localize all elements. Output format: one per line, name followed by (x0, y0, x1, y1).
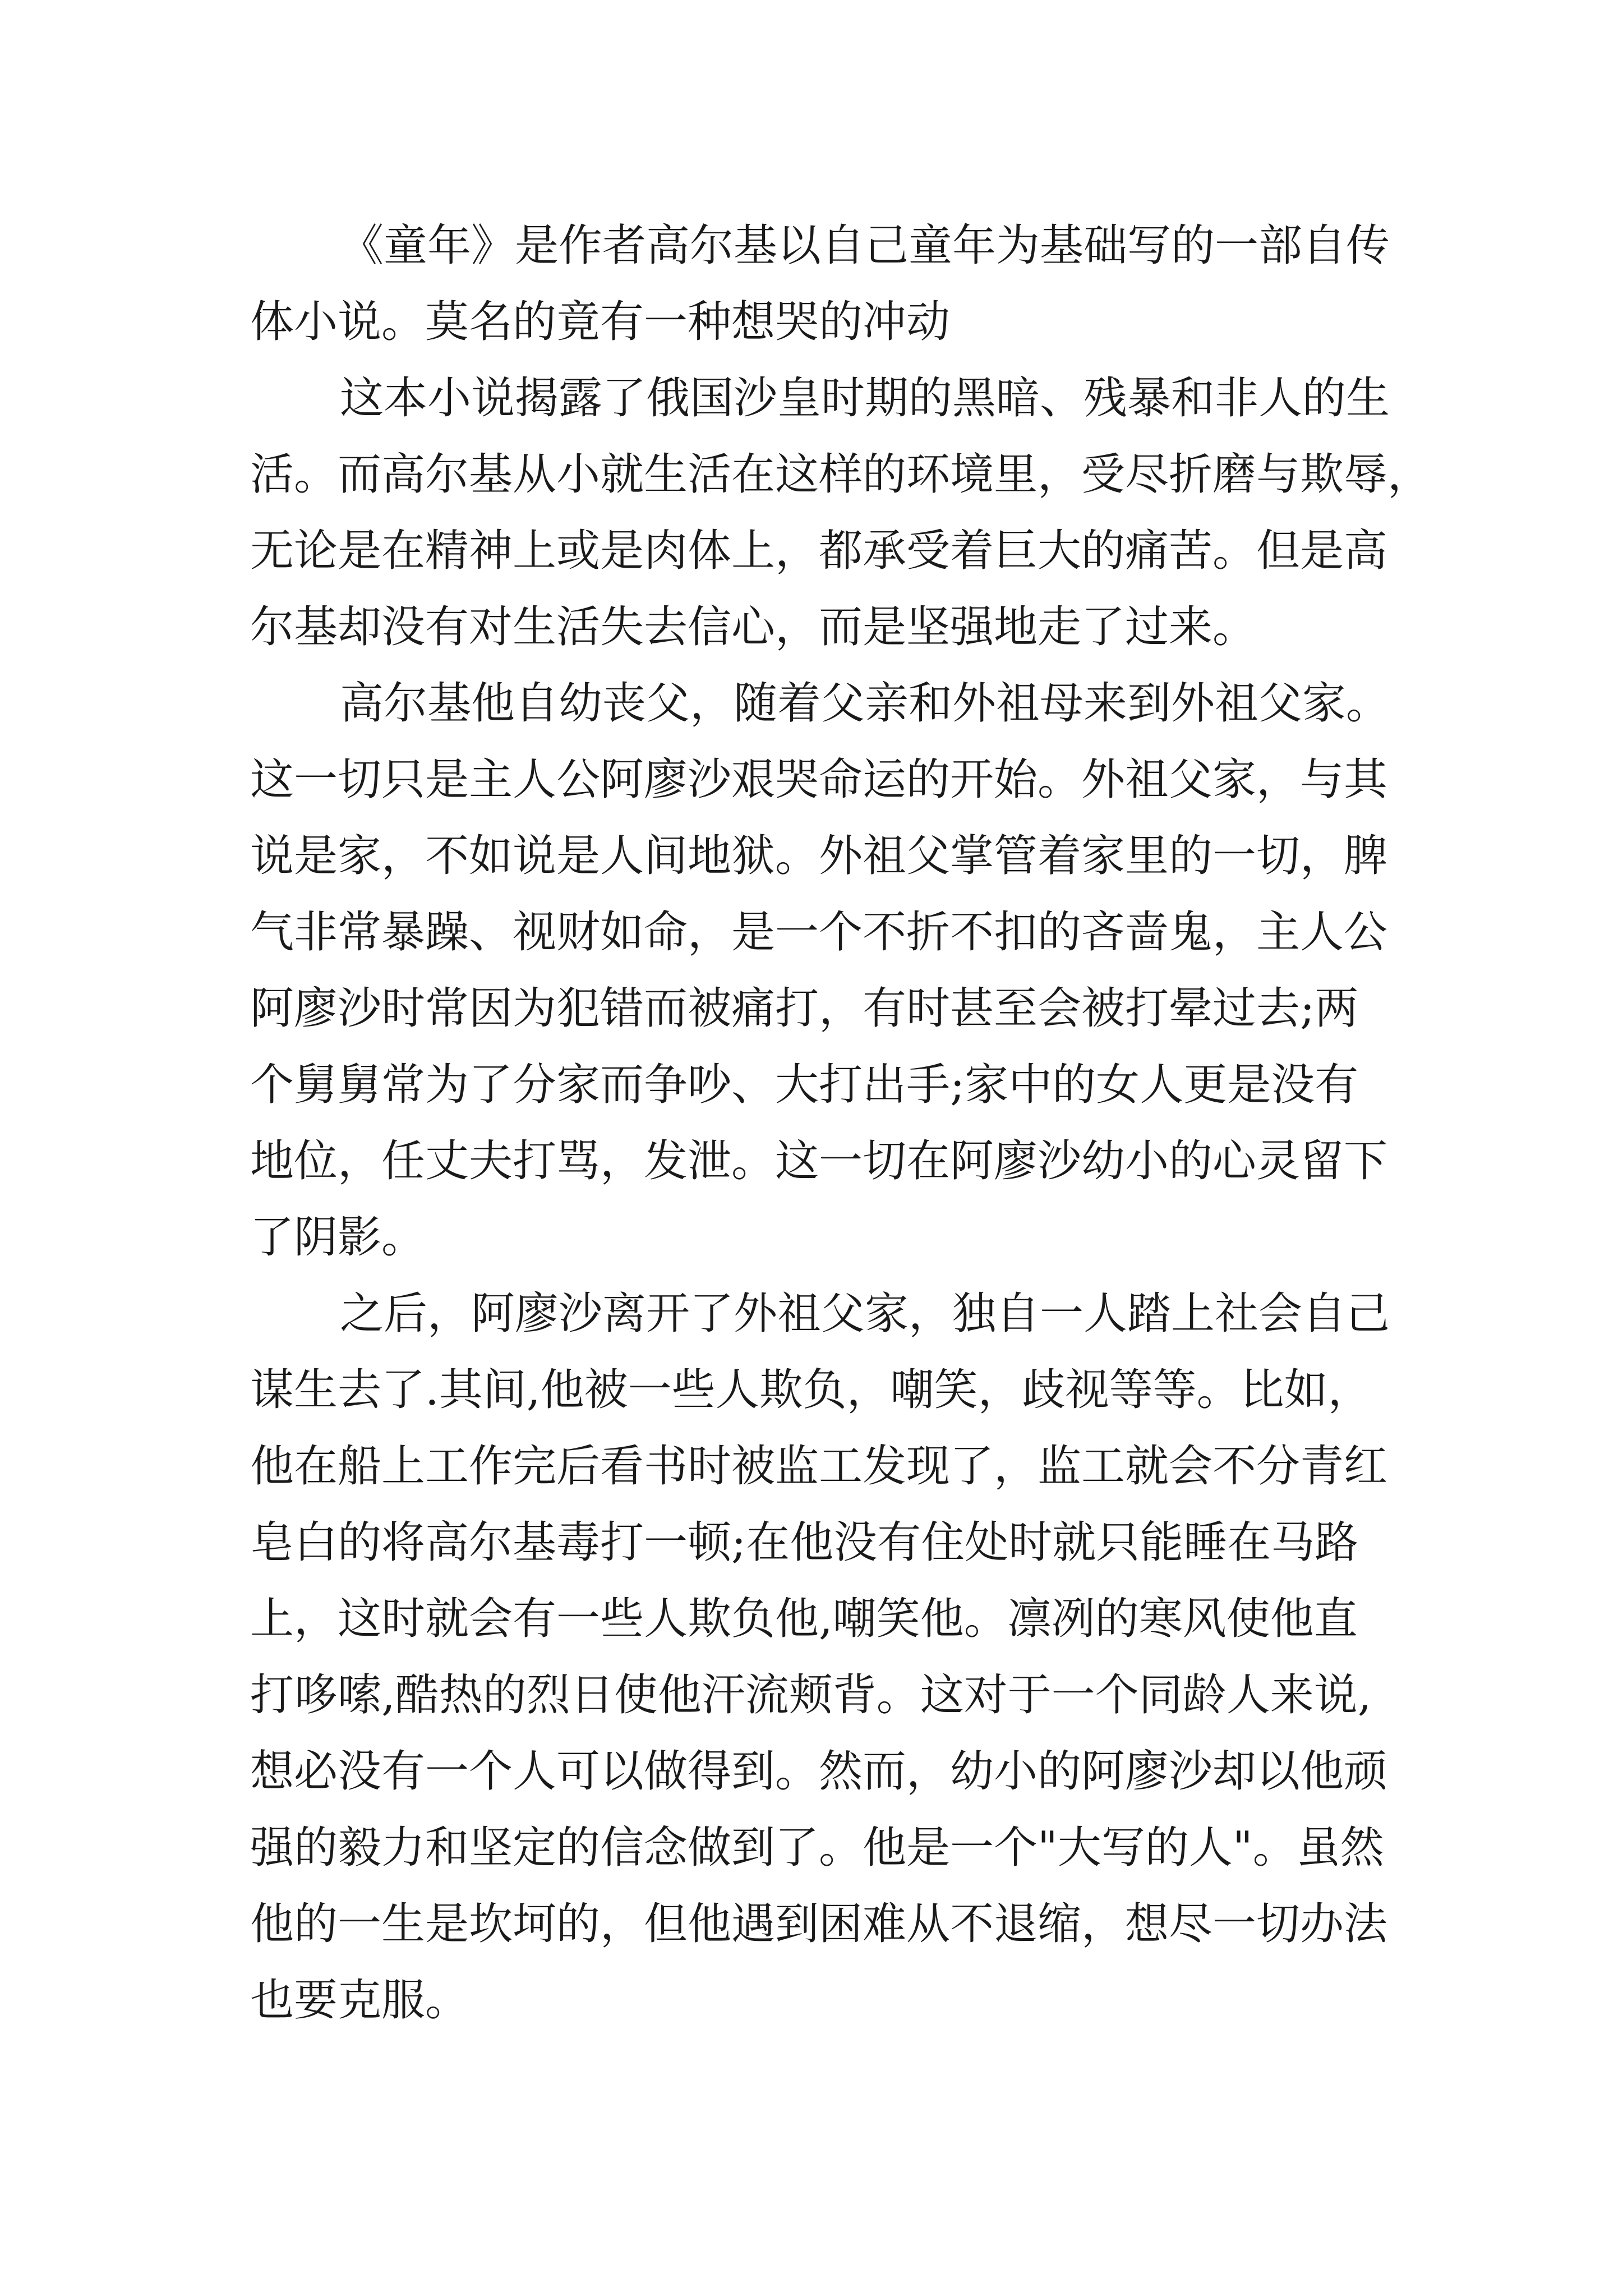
text-line: 气非常暴躁、视财如命，是一个不折不扣的吝啬鬼，主人公 (250, 907, 1388, 958)
paragraph-3 (250, 665, 1390, 1276)
text-line: 这一切只是主人公阿廖沙艰哭命运的开始。外祖父家，与其 (250, 754, 1388, 805)
text-line: 谋生去了.其间,他被一些人欺负，嘲笑，歧视等等。比如， (250, 1365, 1372, 1415)
text-line: 也要克服。 (250, 1975, 469, 2026)
paragraph-1 (250, 208, 1390, 360)
text-line: 这本小说揭露了俄国沙皇时期的黑暗、残暴和非人的生 (340, 373, 1390, 424)
paragraph-4 (250, 1276, 1390, 2039)
text-line: 他的一生是坎坷的，但他遇到困难从不退缩，想尽一切办法 (250, 1899, 1388, 1949)
text-line: 强的毅力和坚定的信念做到了。他是一个"大写的人"。虽然 (250, 1823, 1384, 1873)
text-line: 个舅舅常为了分家而争吵、大打出手;家中的女人更是没有 (250, 1060, 1359, 1110)
text-line: 说是家，不如说是人间地狱。外祖父掌管着家里的一切，脾 (250, 831, 1388, 881)
document-body (250, 208, 1432, 2039)
text-line: 想必没有一个人可以做得到。然而，幼小的阿廖沙却以他顽 (250, 1746, 1388, 1797)
text-line: 活。而高尔基从小就生活在这样的环境里，受尽折磨与欺辱， (250, 449, 1432, 500)
text-line: 他在船上工作完后看书时被监工发现了，监工就会不分青红 (250, 1441, 1388, 1492)
text-line: 之后，阿廖沙离开了外祖父家，独自一人踏上社会自己 (340, 1289, 1390, 1339)
text-line: 《童年》是作者高尔基以自己童年为基础写的一部自传 (340, 220, 1390, 271)
text-line: 尔基却没有对生活失去信心，而是坚强地走了过来。 (250, 602, 1257, 652)
text-line: 皂白的将高尔基毒打一顿;在他没有住处时就只能睡在马路 (250, 1517, 1359, 1568)
text-line: 打哆嗦,酷热的烈日使他汗流颊背。这对于一个同龄人来说, (250, 1670, 1372, 1720)
text-line: 上，这时就会有一些人欺负他,嘲笑他。凛冽的寒风使他直 (250, 1594, 1358, 1644)
text-line: 体小说。莫名的竟有一种想哭的冲动 (250, 297, 951, 347)
text-line: 高尔基他自幼丧父，随着父亲和外祖母来到外祖父家。 (340, 678, 1390, 729)
text-line: 无论是在精神上或是肉体上，都承受着巨大的痛苦。但是高 (250, 526, 1388, 576)
text-line: 阿廖沙时常因为犯错而被痛打，有时甚至会被打晕过去;两 (250, 983, 1359, 1034)
text-line: 地位，任丈夫打骂，发泄。这一切在阿廖沙幼小的心灵留下 (250, 1136, 1388, 1186)
text-line: 了阴影。 (250, 1212, 426, 1263)
paragraph-2 (250, 360, 1432, 665)
